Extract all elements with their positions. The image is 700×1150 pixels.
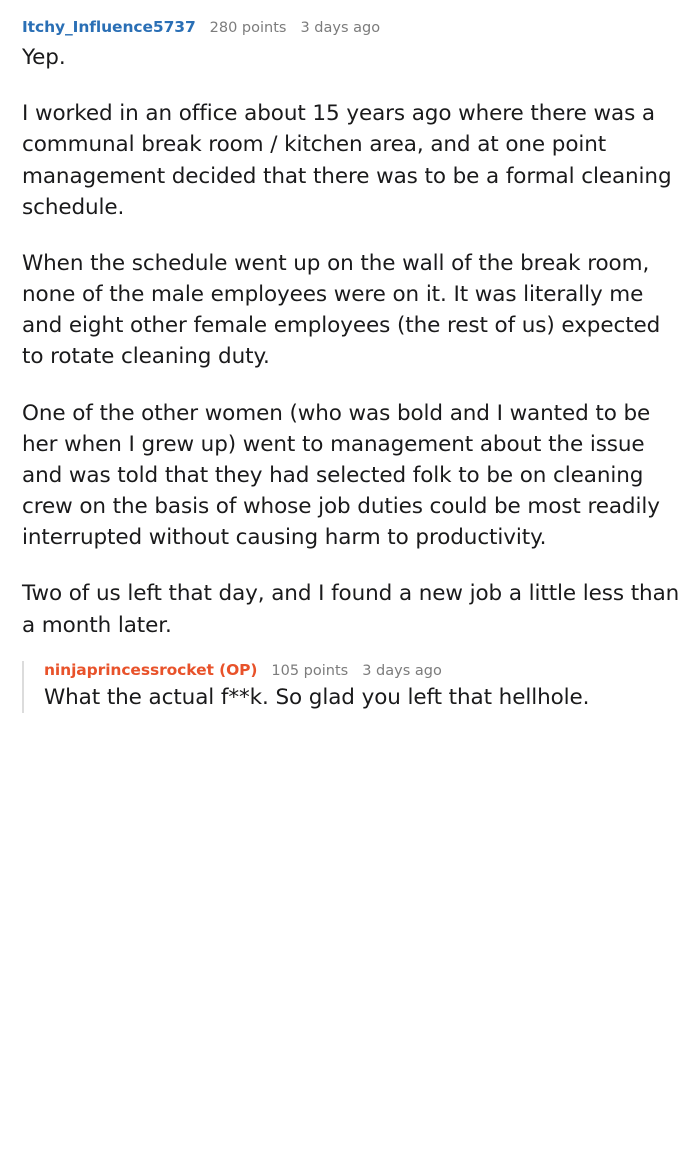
comment-score: 280 points [209, 20, 287, 36]
comment-paragraph: Yep. [22, 45, 66, 70]
comment-paragraph: Two of us left that day, and I found a new job a little less than a month later. [22, 581, 680, 638]
reply-paragraph: What the actual f**k. So glad you left that hellhole. [44, 684, 590, 710]
comment-header [22, 18, 680, 36]
reply-header [44, 661, 680, 679]
comment-author-link[interactable]: Itchy_Influence5737 [22, 18, 196, 36]
comment-timestamp: 3 days ago [300, 20, 381, 36]
comment-top-level [22, 18, 680, 713]
comment-body [22, 42, 680, 641]
comment-paragraph: When the schedule went up on the wall of the break room, none of the male employees were on it. It was literally me and eight other female employees (the rest of us) expected to rotate cleaning duty. [22, 250, 661, 370]
reply-score: 105 points [271, 662, 349, 679]
reply-body [44, 682, 680, 713]
comment-paragraph: I worked in an office about 15 years ago where there was a communal break room / kitchen area, and at one point management decided that there was to be a formal cleaning schedule. [22, 101, 672, 220]
comment-paragraph: One of the other women (who was bold and I wanted to be her when I grew up) went to management about the issue and was told that they had selected folk to be on cleaning crew on the basis of whose job duties could be most readily interrupted without causing harm to productivity. [22, 400, 660, 551]
reply-timestamp: 3 days ago [362, 662, 442, 679]
reply-author-link[interactable]: ninjaprincessrocket (OP) [44, 660, 258, 679]
reply-comment [22, 661, 680, 713]
